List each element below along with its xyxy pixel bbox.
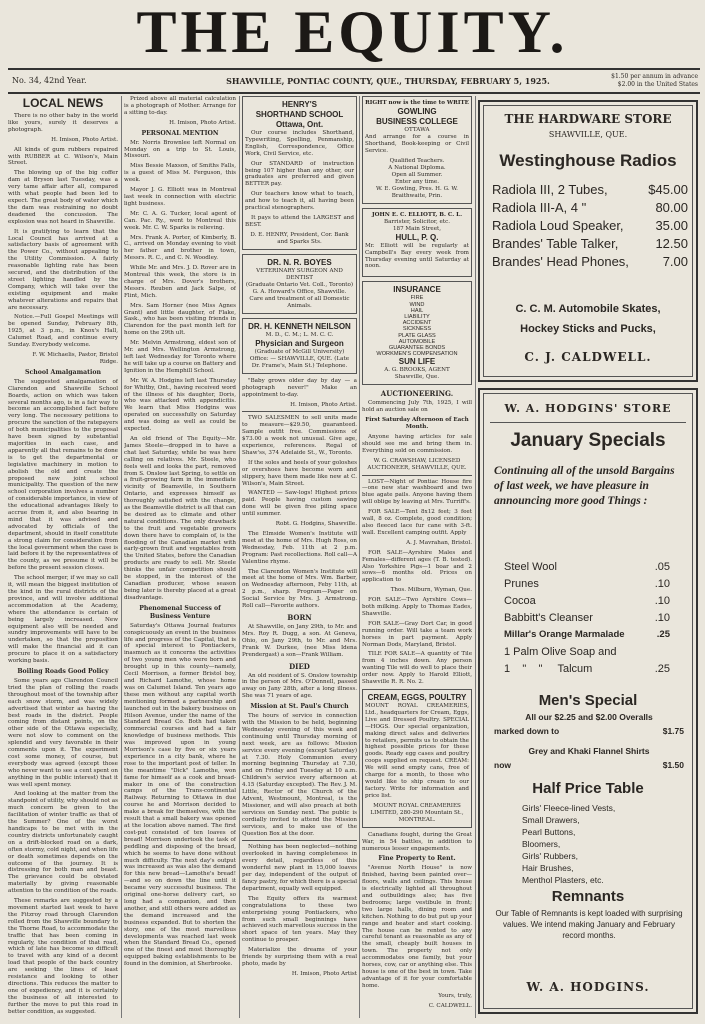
article-paragraph: The hours of service in connection with the Mission to be held, beginning Wednesday evening of this week and continuing until Thursday morning of next week, are as follows: Mission service every evening (except Saturday) at 7.30. Holy Communion every morning beginning Thursday at 7.30, and on Friday and Tuesday at 10 a.m. Children's service every afternoon at 4.15 (Saturday excepted). The Rev. J. M. Little, Rector of the Church of the Advent, Westmount, Montreal, is the Missioner, and will also preach at both services on Sunday next. The public is cordially invited to attend the Mission services, and to make use of the Question Box at the door. <box>242 713 357 837</box>
overalls-line: All our $2.25 and $2.00 Overalls <box>525 712 653 722</box>
article-paragraph: The blowing up of the big coffer dam at Bryson last Tuesday, was a very tame affair after all, compared with what people had been led to expect. The great body of water which the dam was restraining no doubt deadened the concussion. The explosion was not heard in Shawville. <box>8 170 118 225</box>
article-paragraph: While Mr. and Mrs. J. D. Rover are in Montreal this week, the store is in charge of Mrs. Dover's brothers, Messrs. Reuben and Jack Salpe, of Flint, Mich. <box>124 265 236 299</box>
creameries-ad: CREAM, EGGS, POULTRY MOUNT ROYAL CREAMERIES, Ltd., headquarters for Cream, Eggs, Live and Dressed Poultry. SPECIAL—HOGS. Our special organization, making direct sales and deliveries to retailers, permits us to obtain the highest possible prices for these goods. Ready egg cases and poultry coops supplied on request. CREAM: We will send empty cans, free of charge for a month, to those who would like to ship cream to our factory. Write for information and price list. MOUNT ROYAL CREAMERIES LIMITED, 280-290 Mountain St., MONTREAL. <box>362 689 472 828</box>
dateline <box>8 68 700 94</box>
business-venture-heading: Phenomenal Success of Business Venture <box>139 604 221 620</box>
roads-heading: Boiling Roads Good Policy <box>17 667 109 675</box>
column-classifieds <box>362 96 472 1018</box>
article-paragraph: An old friend of The Equity—Mr. James Steele—dropped in to have a chat last Saturday, while he was here calling on relatives. Mr. Steele, who feels well and looks the part, removed from S. Onslow last Spring, to settle on a fruit-growing farm in the immediate vicinity of Beamsville, in Southern Ontario, and expresses himself as thoroughly satisfied with the change, as the Beamsville district is all that can be desired as to climate and other natural conditions. The only drawback to the fruit and vegetable growers down there have to complain of, is the flooding of the Canadian market with early-grown fruit and vegetables from the United States, before the Canadian products are ready to sell. Mr. Steele thinks the unfair competition should be stopped, in the interest of the Canadian producer, whose season being later is thereby placed at a great disadvantage. <box>124 435 236 601</box>
article-signature: H. Imison, Photo Artist <box>291 970 357 977</box>
article-signature: Robt. G. Hodgins, Shawville. <box>275 521 357 528</box>
article-signature: F. W. Michaelis, Pastor, Bristol Ridge. <box>32 352 118 365</box>
gowling-college-ad: RIGHT now is the time to WRITE GOWLING BUSINESS COLLEGE OTTAWA And arrange for a course in Shorthand, Book-keeping or Civil Service. Qualified Teachers. A National Diploma. Open all Summer. Enter any time. W. E. Gowling, Pres. H. G. W. Braithwaite, Prin. <box>362 96 472 204</box>
column-ads-center <box>242 96 357 1018</box>
divider <box>490 422 686 423</box>
article-paragraph: The Elmside Women's Institute will meet at the home of Mrs. Hugh Ross, on Wednesday, Feb. 11th at 2 p.m. Program: Past recollections. Roll call—A Valentine rhyme. <box>242 531 357 565</box>
article-paragraph: Prized above all material calculation is a photograph of Mother. Arrange for a sitting to-day. <box>124 96 236 116</box>
article-paragraph: Mrs. Frank A. Porter, of Kimberly, B. C., arrived on Monday evening to visit her father and brother in town, Messrs. R. C., and C. N. Woodley. <box>124 234 236 262</box>
volume-number: No. 34, 42nd Year. <box>12 76 87 85</box>
list-item: Menthol Plasters, etc. <box>522 875 604 885</box>
half-price-items <box>522 802 692 886</box>
classified-for-sale: FOR SALE—Tent 8x12 feet; 3 feet wall, 8 oz. Complete, good condition; also fleeced lace fur cane with 3-ft. wall. Excellent camping outfit. Apply <box>362 509 472 536</box>
classified-for-sale: FOR SALE—Gray Dort Car, in good running order. Will take a team work horses in part payment. Apply Norman Dods, Maryland, Bristol. <box>362 620 472 648</box>
shirts-line: Grey and Khaki Flannel Shirts <box>528 746 650 756</box>
remnants-heading: Remnants <box>551 888 625 905</box>
henrys-school-ad: HENRY'S SHORTHAND SCHOOL Ottawa, Ont. Our course includes Shorthand, Typewriting, Spelling, Penmanship, English, Correspondence, Office Work, Civil Service, etc. Our STANDARD of instruction being 107 higher than any other, our graduates are preferred and given BETTER pay. Our teachers know what to teach, and how to teach it, all having been practical stenographers. It pays to attend the LARGEST and BEST. D. E. HENRY, President, Cor. Bank and Sparks Sts. <box>242 96 357 250</box>
boyes-vet-ad: DR. N. R. BOYES VETERINARY SURGEON AND DENTIST (Graduate Ontario Vet. Coll., Toronto) G. A. Howard's Office, Shawville. Care and treatment of all Domestic Animals. <box>242 254 357 314</box>
ad-intro: Continuing all of the unsold Bargains of last week, we have pleasure in announcing more good Things : <box>494 465 675 507</box>
article-paragraph: WANTED — Saw-logs! Highest prices paid. People having custom sawing done will be given free piling space until summer. <box>242 490 357 518</box>
article-paragraph: Mr. C. A. G. Tucker, local agent of Can. Pac. Ry., went to Montreal this week. Mr. C. W. Sparks is relieving. <box>124 210 236 231</box>
list-item: Girls' Rubbers, <box>522 851 578 861</box>
mission-heading: Mission at St. Paul's Church <box>250 703 349 711</box>
divider <box>362 475 472 476</box>
mens-special-heading: Men's Special <box>538 692 638 709</box>
column-rule <box>121 96 122 1018</box>
article-signature: H. Imison, Photo Artist. <box>51 136 118 143</box>
classified-tile: TILE FOR SALE—A quantity of Tile from 4 inches down. Any person wanting Tile will do well to place their order now. Apply to Harold Elliott, Shawville R. R. No. 2. <box>362 651 472 686</box>
auctioneering-heading: AUCTIONEERING. <box>380 389 454 399</box>
died-heading: DIED <box>289 661 310 671</box>
school-amalgamation-heading: School Amalgamation <box>25 368 101 376</box>
article-paragraph: And looking at the matter from the standpoint of utility, why should not as much concern be given to the facilitation of winter traffic as that of the Summer? One of the worst handicaps to be met with in the country districts unfortunately caught on a drift-blocked road on a dark, often stormy, cold night, and when life or death sometimes depends on the outcome of the journey. It is distressing for both man and beast. The grievance could be obviated materially by giving reasonable attention to the condition of the roads. <box>8 791 118 895</box>
personal-mention-heading: PERSONAL MENTION <box>141 129 219 137</box>
article-paragraph: Commencing July 7th, 1925, I will hold an auction sale on <box>362 400 472 414</box>
local-news-heading: LOCAL NEWS <box>22 96 104 110</box>
ad-headline: Westinghouse Radios <box>499 151 677 170</box>
column-local-news <box>8 96 118 1018</box>
classified-for-sale: FOR SALE—Ayrshire Males and Females—different ages (T. B. tested). Also Yorkshire Pigs—1 boar and 2 sows—6 months old. Prices on application to <box>362 549 472 584</box>
hardware-store-ad <box>478 100 698 382</box>
article-paragraph: Canadians fought, during the Great War, in 54 battles, in addition to numerous lesser engagements. <box>362 831 472 852</box>
neilson-physician-ad: DR. H. KENNETH NEILSON M. D., C. M.; L. M. C. C. Physician and Surgeon (Graduate of McGill University) Office: — SHAWVILLE, QUE. (Late Dr. Frame's, Main St.) Telephone. <box>242 318 357 374</box>
article-paragraph: Materialize the dreams of your friends by surprising them with a real photo, made by <box>242 947 357 967</box>
born-heading: BORN <box>287 612 312 622</box>
remnants-text: Our Table of Remnants is kept loaded with surprising values. We intend making January and February record months. <box>495 909 683 940</box>
list-item: Pearl Buttons, <box>522 827 576 837</box>
article-paragraph: The suggested amalgamation of Clarendon and Shawville School Boards, action on which was taken several months ago, is in a fair way to become an accomplished fact before very long. The necessary petitions to procure the sanction of the ratepayers of both municipalities to the proposal have been signed by substantial majorities in each case, and apparently all that remains to be done is to get the departmental or legislative machinery in motion to abolish the old and create the proposed new joint school municipality. The question of the new school corporation involves a number of considerable importance, in view of the educational advantages likely to accrue from it, and also bearing in mind that it was advised and advocated by officials of the department, should in itself constitute a strong claim for consideration from the local government when the case is laid before it by the representatives of the county, as we presume it will be before the present session closes. <box>8 378 118 572</box>
column-rule <box>239 96 240 1018</box>
place-date: SHAWVILLE, PONTIAC COUNTY, QUE., THURSDAY, FEBRUARY 5, 1925. <box>226 76 550 86</box>
article-paragraph: "Avenue North House" is now finished, having been painted over—floors, walls and ceilings. This house is electrically lighted all throughout and outbuildings also; has five bedrooms; large vestibule in front; two large halls, dining room and kitchen. Nothing to do but put up your range and heater and start cooking. The house can be rented to any careful tenant as reasonable as any of the small, cheaply built houses in town. The property not only accommodates one family, but your horses, cow, car or anything else. This house is one of the best in town. Take advantage of it for your comfortable home. <box>362 865 472 989</box>
article-paragraph: It is gratifying to learn that the Local Council has arrived at a satisfactory basis of agreement with the Power Co., without appealing to the Utility Commission. A fairly reasonable lighting rate has been secured, and the distribution of the street lighting handled by the Company, which will take over the existing equipment and make whatever alterations and repairs that are necessary. <box>8 228 118 311</box>
article-paragraph: These remarks are suggested by a movement started last week to have the Fitzroy road through Clarendon rolled from the Shawville boundary to the Thorne Road, to accommodate the traffic that has been coming in regularly, the condition of that road, which of late has become so difficult to travel with any kind of a decent load that people of the back country are seeking the lines of least resistance and looking to other directions. This reduces the matter to one of expediency, and it is certainly the business of all interested to further the move to put this road in better condition, as suggested. <box>8 898 118 1015</box>
article-paragraph: "Baby grows older day by day — a photograph never!" Make an appointment to-day. <box>242 377 357 398</box>
half-price-heading: Half Price Table <box>532 780 644 797</box>
ad-inner-border: W. A. HODGINS' STORE January Specials Continuing all of the unsold Bargains of last week, we have pleasure in announcing more good Things : Steel Wool .05 Prunes .10 Cocoa .10 Babbitt's Cleanser .10 Millar's Orange Marmalade .25 1 Palm Olive Soap and 1 " " Talcum .25 Men's Special All our $2.25 and $2.00 Overalls marked down to $1.75 Grey and Khaki Flannel Shirts now $1.50 Half Price Table Girls' Fleece-lined Vests, Small Drawers, Pearl Buttons, Bloomers, Girls' Rubbers, Hair Brushes, Menthol Plasters, etc. Remnants Our Table of Remnants is kept loaded with surprising values. We intend making January and February record months. W. A. HODGINS. <box>483 393 693 1009</box>
subscription-price: $1.50 per annum in advance $2.00 in the United States <box>611 73 698 88</box>
hodgins-store-ad <box>478 388 698 1014</box>
ad-place: SHAWVILLE, QUE. <box>548 130 628 139</box>
list-item: Bloomers, <box>522 839 561 849</box>
article-paragraph: Notice.—Full Gospel Meetings will be opened Sunday, February 8th, 1925, at 3 p.m., in Knox's Hall, Calumet Road, and continue every Sunday. Everybody welcome. <box>8 314 118 349</box>
shirts-price-line: now $1.50 <box>494 760 684 770</box>
article-paragraph: Mr. Melvin Armstrong, eldest son of Mr. and Mrs. Wellington Armstrong, left last Wednesday for Toronto where he will take up a course on Battery and Ignition in the Hemphill School. <box>124 340 236 374</box>
insurance-ad: INSURANCE FIRE WIND HAIL LIABILITY ACCIDENT SICKNESS PLATE GLASS AUTOMOBILE GUARANTEE BONDS WORKMEN'S COMPENSATION SUN LIFE A. G. BROOKS, AGENT Shawville, Que. <box>362 281 472 385</box>
ad-headline: January Specials <box>510 430 666 451</box>
article-paragraph: At Shawville, on Jany 29th, to Mr. and Mrs. Roy R. Dugg, a son. At Geneva, Ohio, on Jany 29th, to Mr. and Mrs. Frank W. Durkee, (nee Miss Idena Prendergast) a son—Frank William. <box>242 623 357 658</box>
column-rule <box>475 96 476 1018</box>
ad-signature: C. J. CALDWELL. <box>524 350 652 364</box>
auction-schedule: First Saturday Afternoon of Each Month. <box>365 417 469 431</box>
column-personal <box>124 96 236 1018</box>
ccm-skates-line: C. C. M. Automobile Skates, <box>515 303 661 315</box>
article-paragraph: Nothing has been neglected—nothing overlooked in having completeness in every detail, regardless of this wonderful new plant in 15,000 loaves per day, independent of the output of fancy pastry, for which there is a special department, equally well equipped. <box>242 844 357 892</box>
article-paragraph: The Equity offers its warmest congratulations to these two enterprising young Pontiackers, who from such small beginnings have achieved such marvellous success in the short space of ten years. May they continue to prosper. <box>242 895 357 944</box>
list-item: Hair Brushes, <box>522 863 574 873</box>
article-paragraph: TWO SALESMEN to sell units made to measure—$29.50, guaranteed. Sample outfit free. Commissions of $73.00 a week not unusual. Give age, experience, references. Regal of Shaw'ss, 374 Adelaide St., W., Toronto. <box>242 415 357 456</box>
article-paragraph: An old resident of S. Onslow township in the person of Mrs. O'Donnell, passed away on Jany 28th, after a long illness. She was 71 years of age. <box>242 672 357 700</box>
article-paragraph: Some years ago Clarendon Council tried the plan of rolling the roads throughout most of the township after each snow storm, and was widely advertised that winter as having the best roads in the district. People coming from distant points, on the other side of the Ottawa especially, were not slow to comment on the splendid and very favorable in their comments upon it. The experiment cost some money, of course, but everybody was agreed (except those who never want to see a cent spent on anything in the public interest) that it was well spent money. <box>8 677 118 788</box>
article-signature: Yours, truly, <box>438 992 472 999</box>
elliott-barrister-ad: JOHN E. C. ELLIOTT, B. C. L. Barrister, Solicitor, etc. 187 Main Street, HULL, P. Q. Mr. Elliott will be regularly at Campbell's Bay every week from Thursday evening until Saturday at noon. <box>362 208 472 278</box>
column-rule <box>359 96 360 1018</box>
classified-for-sale: FOR SALE—Two Ayrshire Cows—both milking. Apply to Thomas Eades, Shawville. <box>362 597 472 617</box>
overalls-price-line: marked down to $1.75 <box>494 726 684 736</box>
ad-inner-border: THE HARDWARE STORE SHAWVILLE, QUE. Westinghouse Radios Radiola III, 2 Tubes, $45.00 Radiola III-A, 4 " 80.00 Radiola Loud Speaker, 35.00 Brandes' Table Talker, 12.50 Brandes' Head Phones, 7.00 C. C. M. Automobile Skates, Hockey Sticks and Pucks, C. J. CALDWELL. <box>483 105 693 377</box>
article-signature: H. Imison, Photo Artist. <box>290 401 357 408</box>
article-paragraph: The Clarendon Women's Institute will meet at the home of Mrs. Wm. Barber, on Wednesday afternoon, Feby 11th, at 2 p.m., sharp. Program—Paper on Social Service by Mrs. J. Armstrong. Roll call—Favorite authors. <box>242 568 357 610</box>
ad-title: THE HARDWARE STORE <box>504 112 672 126</box>
article-paragraph: Mrs. Sam Horner (nee Miss Agnes Grant) and little daughter, of Flake, Sask., who has been visiting friends in Clarendon for the past month left for home on the 29th ult. <box>124 302 236 337</box>
hockey-sticks-line: Hockey Sticks and Pucks, <box>520 323 656 335</box>
article-paragraph: Mayor J. G. Elliott was in Montreal last week in connection with electric light business. <box>124 187 236 207</box>
article-paragraph: Anyone having articles for sale should see me and bring them in. Everything sold on commission. <box>362 434 472 454</box>
article-paragraph: Saturday's Ottawa Journal features conspicuously an event in the business life and progress of the Capital, that is of special interest to Pontiackers, inasmuch as it concerns the activities of two young men who were born and brought up in this county—namely, Cecil Morrison, a former Bristol boy, and Richard Lamothe, whose home was on Calumet Island. Ten years ago these men without any capital worth mentioning formed a partnership and launched out in the bakery business on Hilson Avenue, under the name of the Standard Bread Co. Both had taken commercial courses and had a fair knowledge of business methods. This was improved upon in young Morrison's case by five or six years experience in a city bank, where he rose to the important post of teller. In the meantime "Dick" Lamothe, won fame for himself as a cook and bread-maker in one of the construction camps of the Trans-continental Railway. Returning to Ottawa in due course he and Morrison decided to make a break for themselves, with the result that a small bakery was opened at the location above named. The first cost-put consisted of ten loaves of bread! Morrison undertook the task of peddling and disposing of the bread, which he seems to have done without much difficulty. The next day's output was increased as was also the demand for this new bread—Lamothe's bread!—and so on down the line until it became very successful business. The original one-horse delivery cart, so long had a companion, and then another, and still others were added as the demand increased and the business expanded. But to shorten the story, one of the most marvellous developments was reached last week when the Standard Bread Co., opened one of the finest and most thoroughly equipped baking establishments to be found in the dominion, at Sherbrooke. <box>124 622 236 968</box>
newspaper-title: THE EQUITY. <box>136 0 569 65</box>
masthead <box>0 0 705 64</box>
article-paragraph: Mr. W. A. Hodgins left last Thursday for Whitby, Ont., having received word of the illness of his daughter, Doris, who was attacked with appendicitis. We learn that Miss Hodgins was operated on successfully on Saturday and was doing as well as could be expected. <box>124 377 236 433</box>
list-item: Girls' Fleece-lined Vests, <box>522 803 616 813</box>
article-paragraph: There is no other baby in the world like yours, surely it deserves a photograph. <box>8 113 118 133</box>
ad-signature: W. A. HODGINS. <box>526 980 650 994</box>
article-signature: Thos. Milburn, Wyman, Que. <box>390 587 472 594</box>
article-signature: C. CALDWELL. <box>428 1002 472 1009</box>
article-paragraph: Miss Bessie Maxson, of Smiths Falls, is a guest of Miss M. Ferguson, this week. <box>124 163 236 184</box>
article-paragraph: Mr. Norris Brownlee left Normal on Monday on a trip to St. Louis, Missouri. <box>124 139 236 160</box>
article-paragraph: If the soles and heels of your goloshes or overshoes have become worn and slippery, have them made like new at C. Wilson's, Main Street. <box>242 459 357 487</box>
article-signature: W. G. CRAWSHAW, LICENSED AUCTIONEER, SHAWVILLE, QUE. <box>367 457 467 471</box>
ad-title: W. A. HODGINS' STORE <box>504 402 672 415</box>
article-paragraph: All kinds of gum rubbers repaired with RUBBER at C. Wilson's, Main Street. <box>8 146 118 167</box>
classified-lost: LOST—Night of Pontiac House fire—one new star washboard and two blue agate pails. Anyone having them will oblige by leaving at Mrs. Turriff's. <box>362 478 472 506</box>
article-signature: A. J. Mavrahan, Bristol. <box>406 539 472 546</box>
divider <box>242 411 357 412</box>
article-signature: H. Imison, Photo Artist. <box>169 119 236 126</box>
article-paragraph: The school merger, if we may so call it, will mean the biggest institution of the kind in the rural districts of the province, and will involve additional accommodation at the Academy, where the attendance is certain of being largely increased. New equipment also will be needed and sundry improvements will have to be undertaken, so that the proposition will make the financial aid it can procure to place it on a satisfactory working basis. <box>8 575 118 665</box>
divider <box>242 840 357 841</box>
property-heading: Fine Property to Rent. <box>378 855 456 863</box>
list-item: Small Drawers, <box>522 815 580 825</box>
